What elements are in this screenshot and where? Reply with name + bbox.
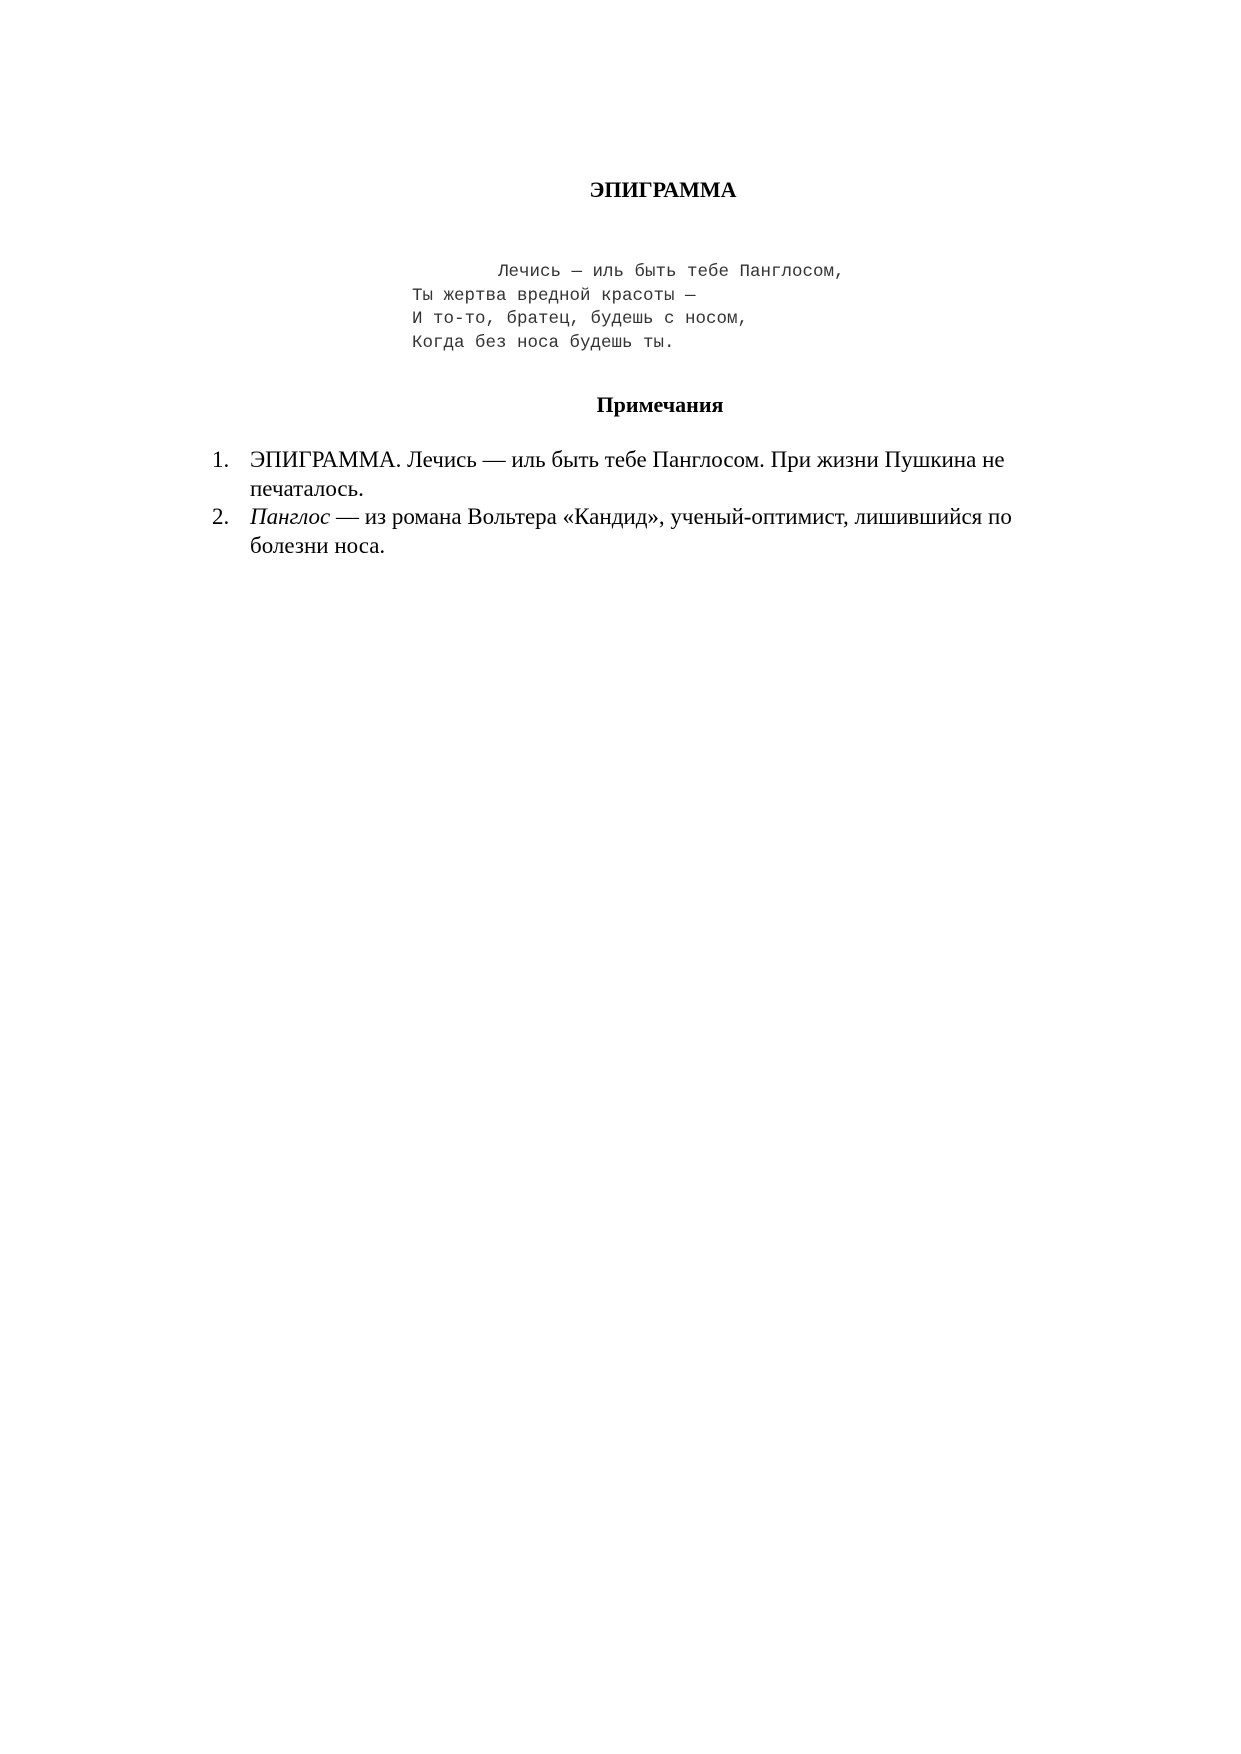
poem-line-3: И то-то, братец, будешь с носом,: [412, 309, 749, 329]
page-title: ЭПИГРАММА: [589, 177, 737, 202]
note-text-line-1: ЭПИГРАММА. Лечись — иль быть тебе Панглосом. При жизни Пушкина не: [250, 447, 1005, 472]
notes-heading: Примечания: [596, 392, 724, 417]
note-number: 1.: [212, 447, 230, 472]
note-term: Панглос: [250, 504, 331, 529]
poem-line-1: Лечись — иль быть тебе Панглосом,: [498, 262, 845, 282]
notes-list: [212, 446, 1092, 560]
note-item: [212, 503, 1092, 560]
note-item: [212, 446, 1092, 503]
title-block: [0, 176, 1241, 206]
note-number: 2.: [212, 504, 230, 529]
poem-line-2: Ты жертва вредной красоты —: [412, 285, 696, 306]
note-text-line-2: печаталось.: [250, 475, 364, 501]
note-text-line-2: болезни носа.: [250, 532, 386, 558]
poem: [412, 261, 845, 355]
poem-line-4: Когда без носа будешь ты.: [412, 332, 675, 353]
note-text-line-1: — из романа Вольтера «Кандид», ученый-оптимист, лишившийся по: [330, 504, 1012, 529]
